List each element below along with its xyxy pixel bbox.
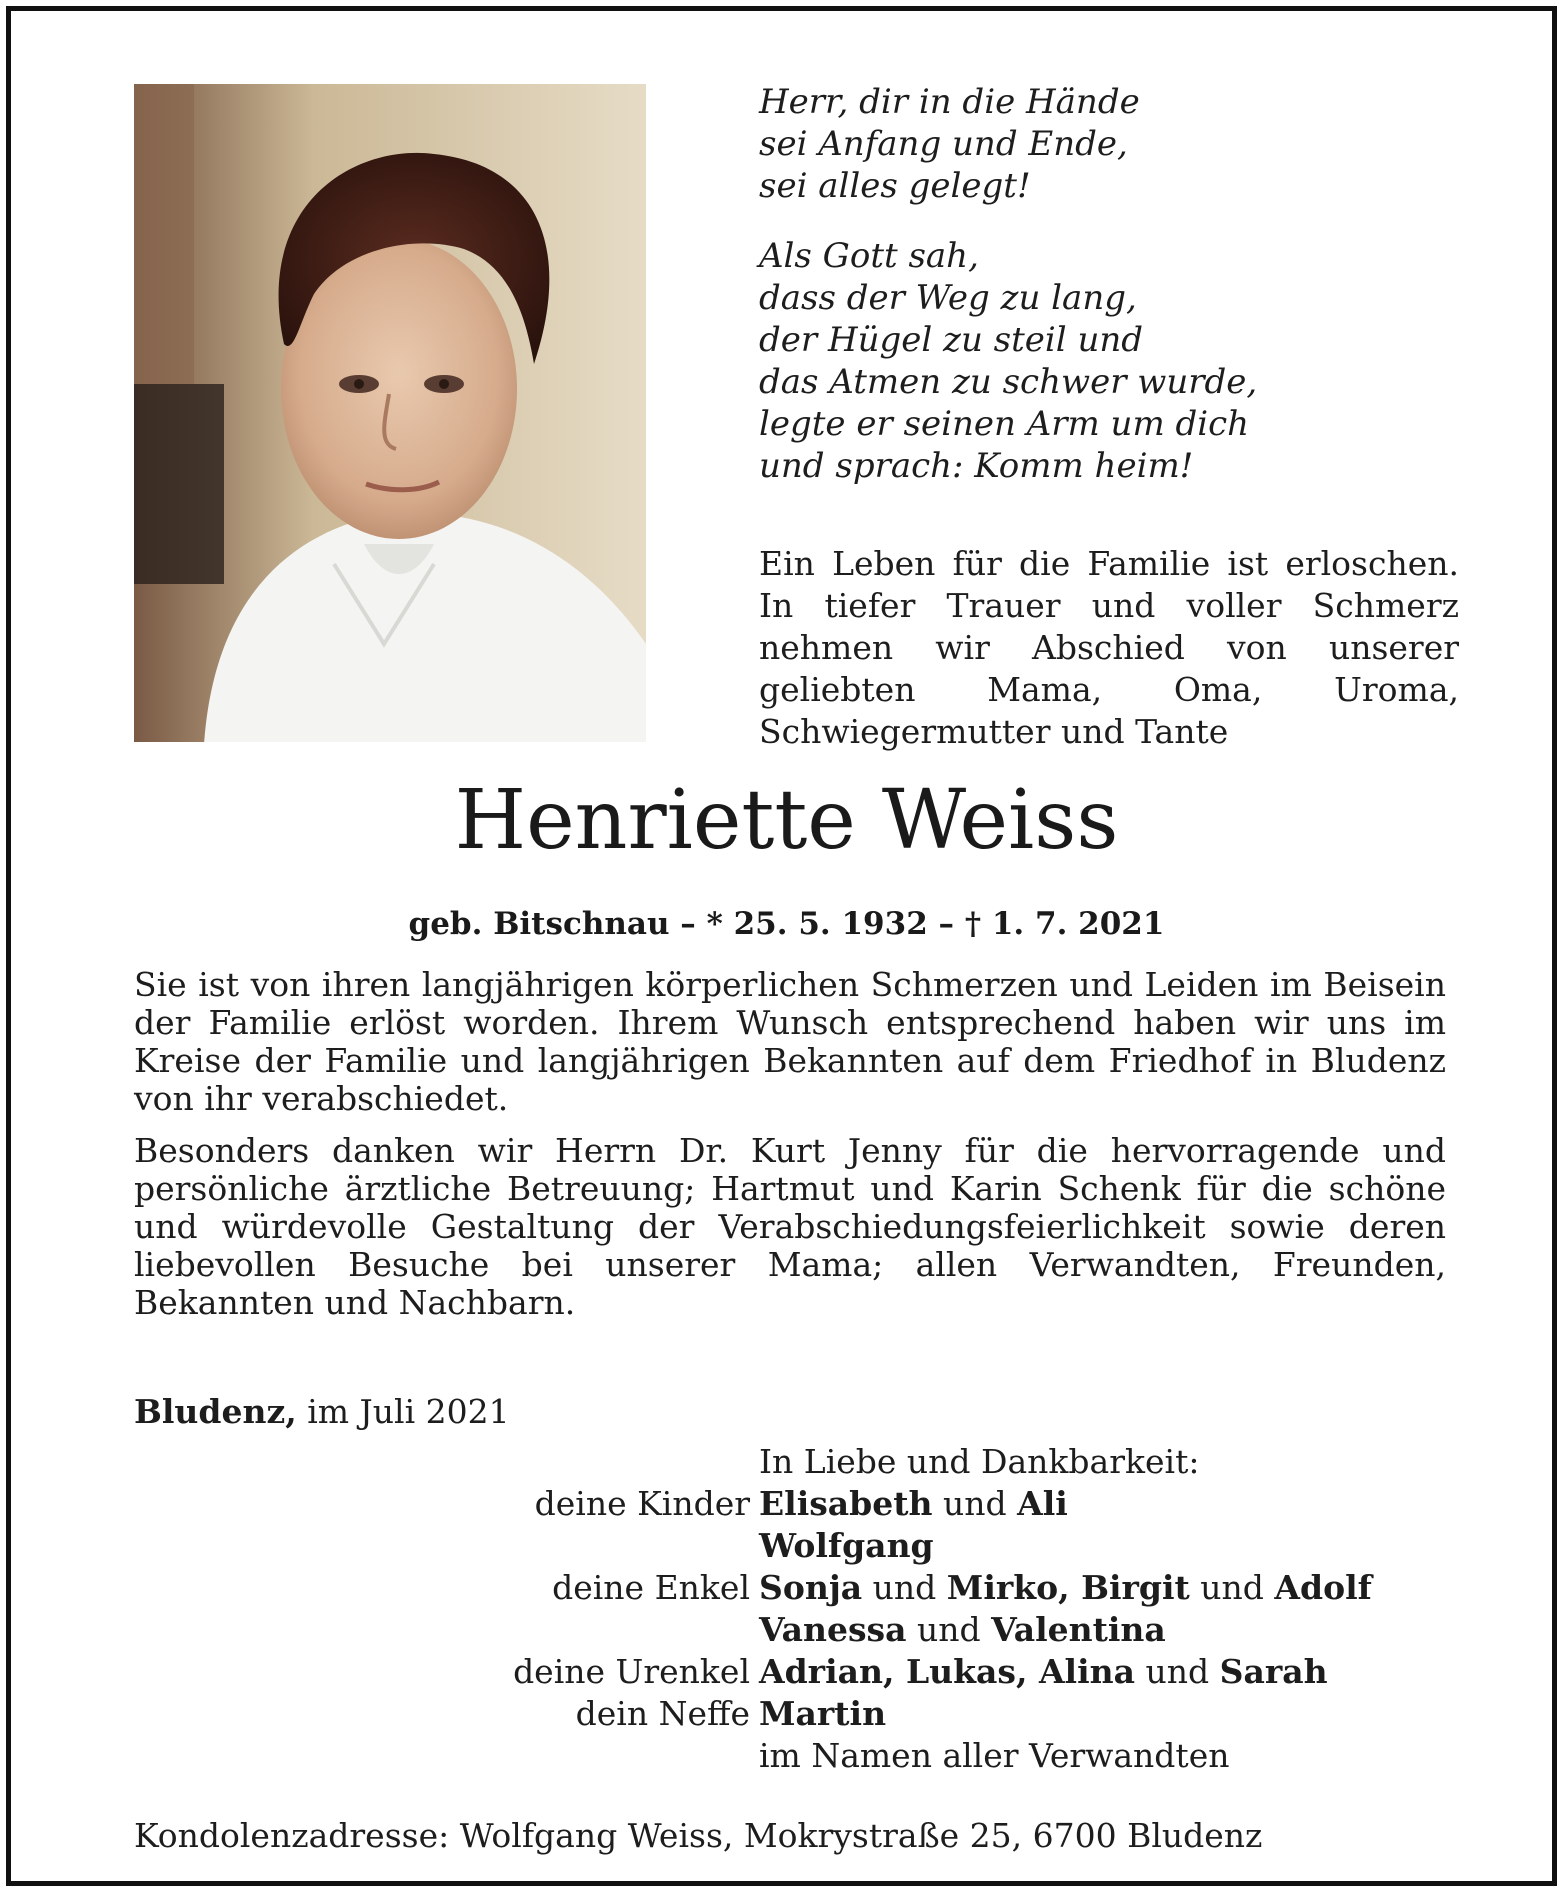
poem-stanza-2 bbox=[759, 235, 1499, 487]
poem-line: sei Anfang und Ende, bbox=[759, 124, 1128, 164]
family-row-urenkel bbox=[11, 1651, 1557, 1693]
obituary-notice bbox=[6, 6, 1557, 1886]
family-name: Valentina bbox=[991, 1610, 1166, 1649]
family-names bbox=[759, 1567, 1372, 1609]
family-row-enkel-2 bbox=[11, 1609, 1557, 1651]
family-name: Ali bbox=[1017, 1484, 1068, 1523]
family-signatures bbox=[11, 1441, 1557, 1777]
conjunction: und bbox=[1189, 1568, 1275, 1607]
family-name: Birgit bbox=[1069, 1568, 1190, 1607]
family-label: deine Kinder bbox=[534, 1484, 750, 1523]
family-name: Sarah bbox=[1219, 1652, 1328, 1691]
family-names bbox=[759, 1609, 1166, 1651]
family-label: dein Neffe bbox=[575, 1694, 750, 1733]
family-row-neffe bbox=[11, 1693, 1557, 1735]
family-name: Martin bbox=[759, 1694, 887, 1733]
poem-line: dass der Weg zu lang, bbox=[759, 278, 1137, 318]
place: Bludenz, bbox=[134, 1392, 297, 1431]
intro-text: Ein Leben für die Familie ist erloschen. In tiefer Trauer und voller Schmerz nehmen wir Abschied von unserer geliebten Mama, Oma, Uroma, Schwiegermutter und Tante bbox=[759, 544, 1459, 751]
family-names bbox=[759, 1525, 934, 1567]
conjunction: und bbox=[906, 1610, 992, 1649]
conjunction: und bbox=[1135, 1652, 1220, 1691]
family-names bbox=[759, 1693, 886, 1735]
family-name: Elisabeth bbox=[759, 1484, 933, 1523]
family-row-kinder-2 bbox=[11, 1525, 1557, 1567]
place-date bbox=[134, 1391, 510, 1433]
family-heading-row bbox=[11, 1441, 1557, 1483]
poem-line: Herr, dir in die Hände bbox=[759, 82, 1140, 122]
family-closing-row bbox=[11, 1735, 1557, 1777]
family-name: Vanessa bbox=[759, 1610, 907, 1649]
poem-line: legte er seinen Arm um dich bbox=[759, 404, 1250, 444]
family-name: Adrian, Lukas, Alina bbox=[759, 1652, 1136, 1691]
family-row-kinder bbox=[11, 1483, 1557, 1525]
family-heading: In Liebe und Dankbarkeit: bbox=[759, 1442, 1200, 1481]
birth-death-line: geb. Bitschnau – * 25. 5. 1932 – † 1. 7. 2021 bbox=[408, 906, 1165, 942]
family-name: Sonja bbox=[759, 1568, 863, 1607]
condolence-address: Kondolenzadresse: Wolfgang Weiss, Mokrystraße 25, 6700 Bludenz bbox=[134, 1816, 1263, 1855]
portrait-photo bbox=[134, 84, 646, 742]
family-name: Wolfgang bbox=[759, 1526, 934, 1565]
poem-line: und sprach: Komm heim! bbox=[759, 446, 1194, 486]
family-label: deine Urenkel bbox=[513, 1652, 750, 1691]
family-names bbox=[759, 1483, 1068, 1525]
main-text bbox=[134, 966, 1446, 1336]
family-row-enkel bbox=[11, 1567, 1557, 1609]
family-name: Mirko, bbox=[946, 1568, 1070, 1607]
date: im Juli 2021 bbox=[307, 1392, 510, 1431]
poem-line: sei alles gelegt! bbox=[759, 166, 1031, 206]
poem-stanza-1 bbox=[759, 81, 1499, 207]
family-names bbox=[759, 1651, 1328, 1693]
family-name: Adolf bbox=[1274, 1568, 1372, 1607]
family-label: deine Enkel bbox=[552, 1568, 750, 1607]
poem-line: das Atmen zu schwer wurde, bbox=[759, 362, 1258, 402]
paragraph: Sie ist von ihren langjährigen körperlichen Schmerzen und Leiden im Beisein der Familie erlöst worden. Ihrem Wunsch entsprechend haben wir uns im Kreise der Familie und langjährigen Bekannten auf dem Friedhof in Bludenz von ihr verabschiedet. bbox=[134, 965, 1446, 1118]
poem-line: Als Gott sah, bbox=[759, 236, 979, 276]
poem-line: der Hügel zu steil und bbox=[759, 320, 1144, 360]
paragraph: Besonders danken wir Herrn Dr. Kurt Jenny für die hervorragende und persönliche ärztliche Betreuung; Hartmut und Karin Schenk für die schöne und würdevolle Gestaltung der Verabschiedungsfeierlichkeit sowie deren liebevollen Besuche bei unserer Mama; allen Verwandten, Freunden, Bekannten und Nachbarn. bbox=[134, 1131, 1446, 1322]
conjunction: und bbox=[862, 1568, 947, 1607]
portrait-image bbox=[134, 84, 646, 742]
conjunction: und bbox=[932, 1484, 1018, 1523]
poem bbox=[759, 81, 1499, 487]
deceased-name: Henriette Weiss bbox=[454, 773, 1119, 868]
family-closing: im Namen aller Verwandten bbox=[759, 1736, 1230, 1775]
